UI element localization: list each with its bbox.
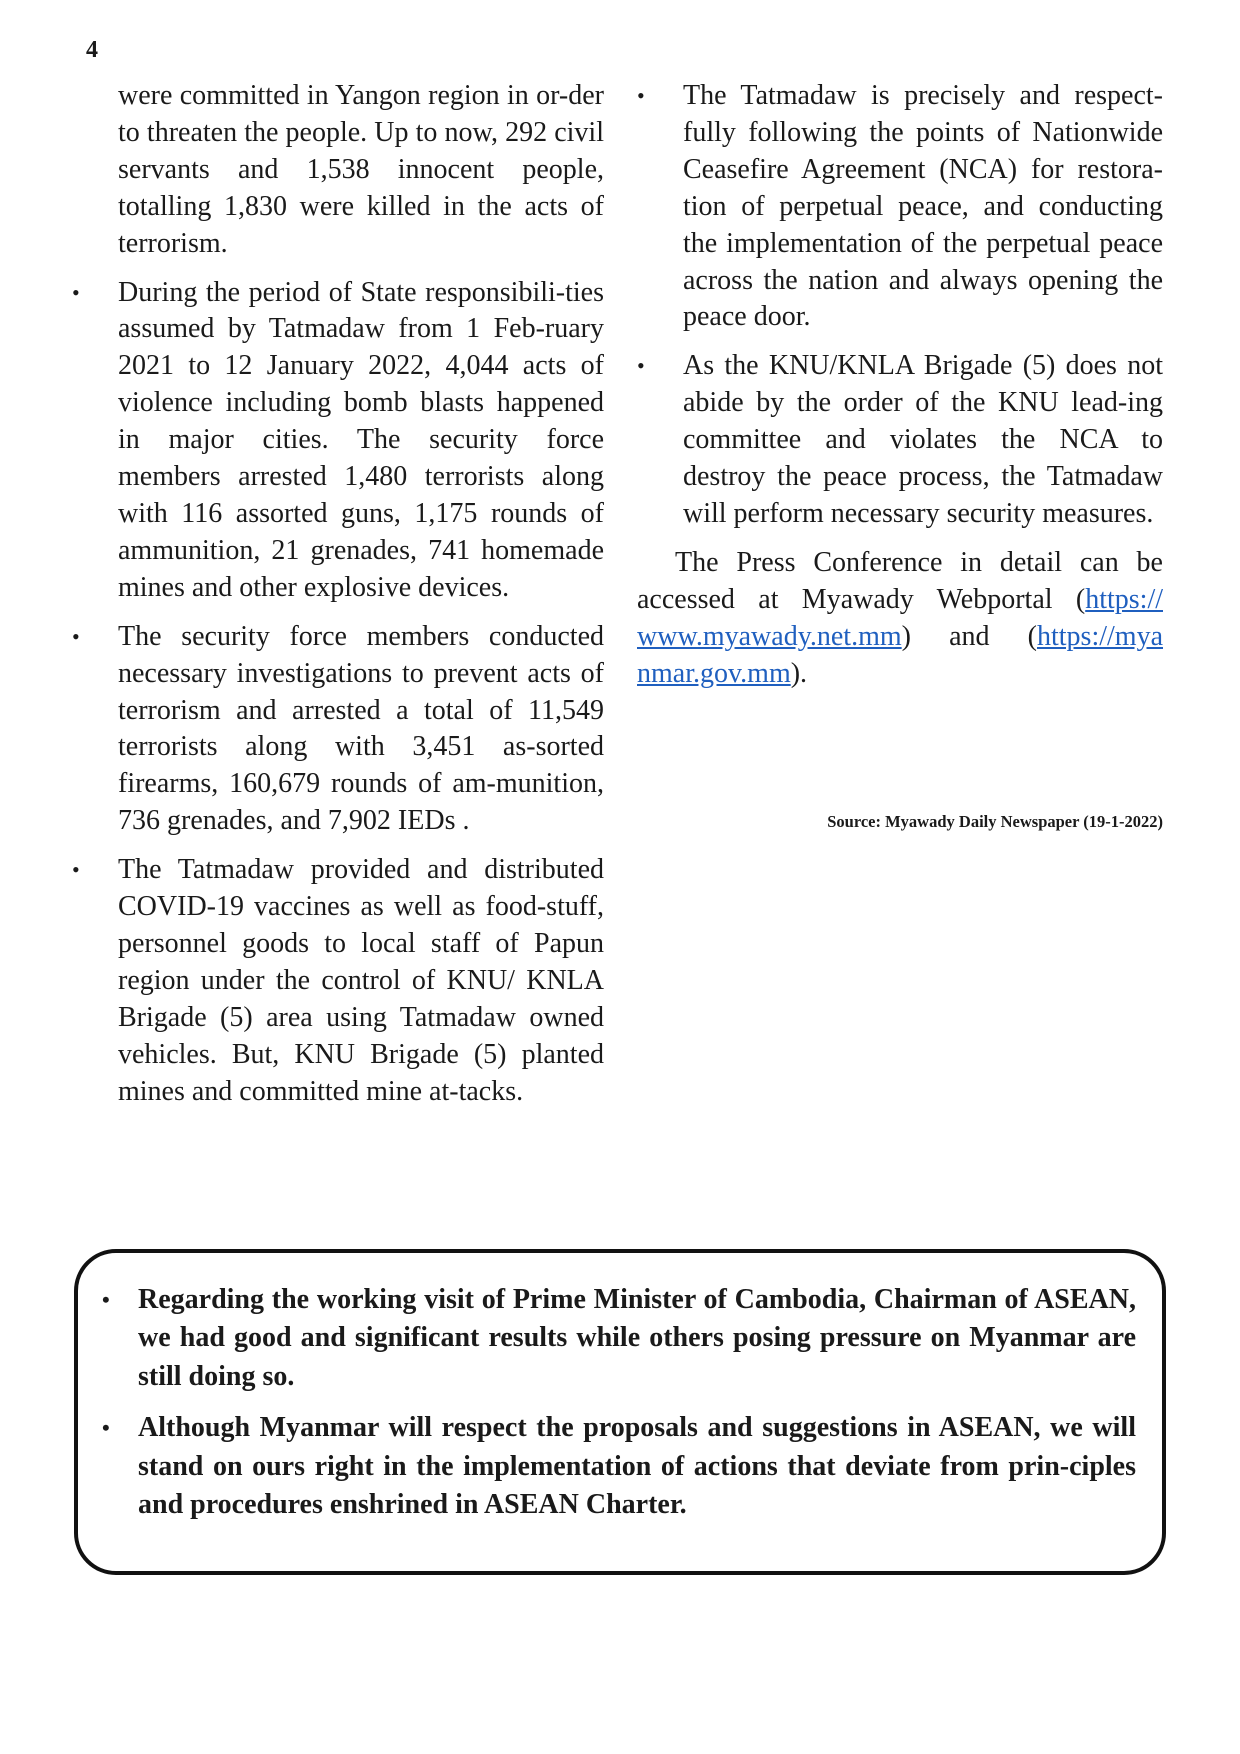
bullet-item: • The Tatmadaw is precisely and respect-fully following the points of Nationwide Ceasefire Agreement (NCA) for restora-tion of perpetual peace, and conducting the implementation of the perpetual peace across the nation and always opening the peace door. (637, 78, 1163, 336)
callout-box (74, 1249, 1166, 1575)
left-bullet-list (72, 275, 604, 1111)
continuation-paragraph: were committed in Yangon region in or-der to threaten the people. Up to now, 292 civil servants and 1,538 innocent people, totalling 1,830 were killed in the acts of terrorism. (118, 80, 604, 259)
press-and-text: ) and ( (901, 620, 1037, 652)
myawady-link[interactable]: https:// www.myawady.net.mm (637, 583, 1163, 652)
left-column (72, 78, 604, 1122)
bullet-item: • As the KNU/KNLA Brigade (5) does not abide by the order of the KNU lead-ing committee and violates the NCA to destroy the peace process, the Tatmadaw will perform necessary security measures. (637, 348, 1163, 533)
page-number: 4 (86, 37, 98, 63)
callout-bullet-item: • Regarding the working visit of Prime Minister of Cambodia, Chairman of ASEAN, we had good and significant results while others posing pressure on Myanmar are still doing so. (102, 1281, 1136, 1396)
source-citation: Source: Myawady Daily Newspaper (19-1-2022) (827, 812, 1163, 831)
press-text: The Press Conference in detail can be accessed at Myawady Webportal ( (637, 546, 1163, 615)
press-end-text: ). (790, 657, 808, 689)
bullet-item: • The security force members conducted necessary investigations to prevent acts of terrorism and arrested a total of 11,549 terrorists along with 3,451 as-sorted firearms, 160,679 rounds of am-munition, 736 grenades, and 7,902 IEDs . (72, 619, 604, 840)
press-conference-paragraph (637, 545, 1163, 693)
right-bullet-list (637, 78, 1163, 533)
bullet-item: • During the period of State responsibili-ties assumed by Tatmadaw from 1 Feb-ruary 2021 to 12 January 2022, 4,044 acts of violence including bomb blasts happened in major cities. The security force members arrested 1,480 terrorists along with 116 assorted guns, 1,175 rounds of ammunition, 21 grenades, 741 homemade mines and other explosive devices. (72, 275, 604, 607)
callout-bullet-item: • Although Myanmar will respect the proposals and suggestions in ASEAN, we will stand on ours right in the implementation of actions that deviate from prin-ciples and procedures enshrined in ASEAN Charter. (102, 1409, 1136, 1524)
right-column (637, 78, 1163, 693)
callout-bullet-list (78, 1253, 1162, 1524)
myanmar-gov-link[interactable]: https://mya nmar.gov.mm (637, 620, 1163, 689)
bullet-item: • The Tatmadaw provided and distributed COVID-19 vaccines as well as food-stuff, personnel goods to local staff of Papun region under the control of KNU/ KNLA Brigade (5) area using Tatmadaw owned vehicles. But, KNU Brigade (5) planted mines and committed mine at-tacks. (72, 852, 604, 1110)
